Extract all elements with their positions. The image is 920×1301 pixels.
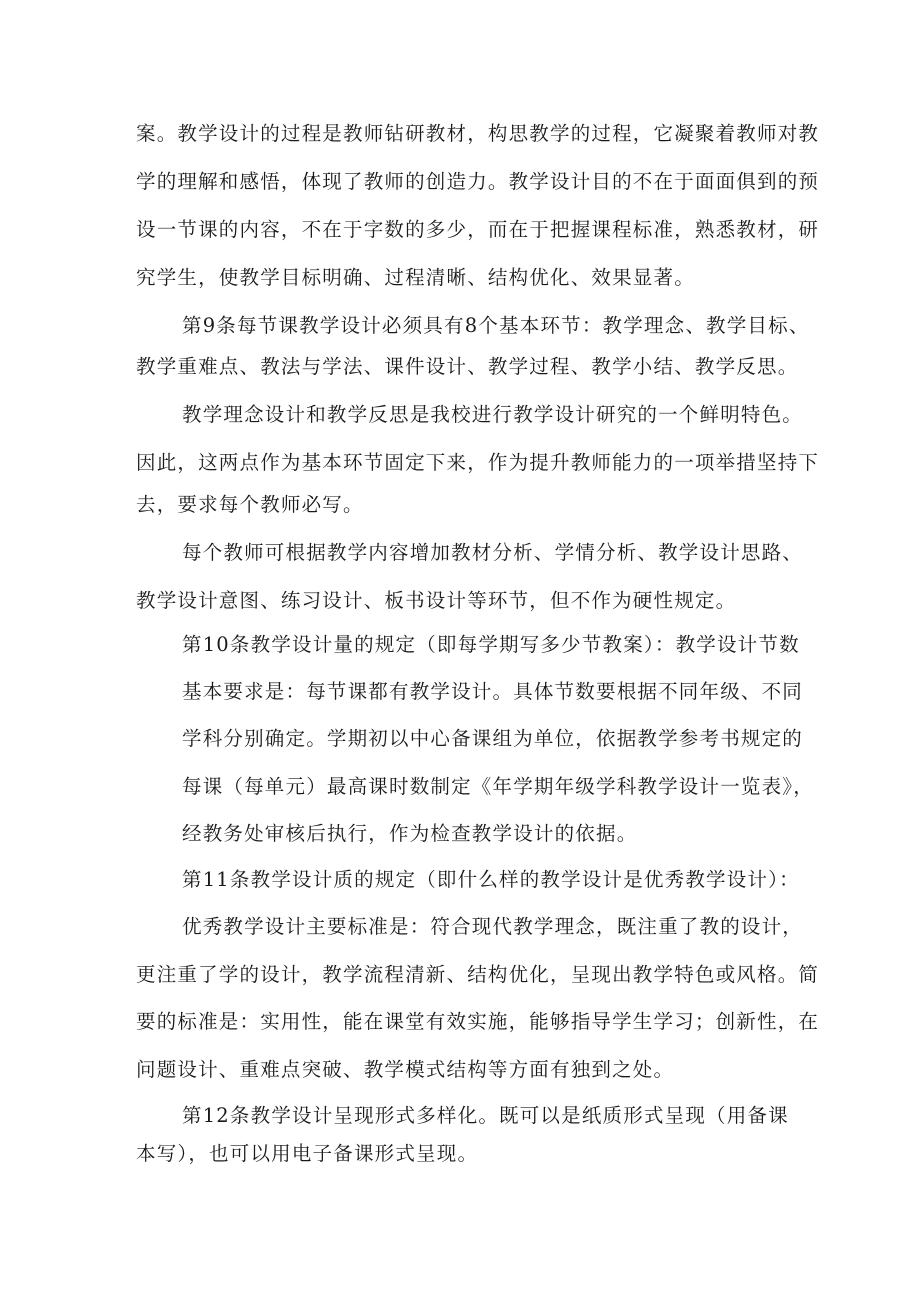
- text-line: 因此，这两点作为基本环节固定下来，作为提升教师能力的一项举措坚持下: [136, 451, 820, 474]
- text-line: 案。教学设计的过程是教师钻研教材，构思教学的过程，它凝聚着教师对教: [136, 122, 820, 145]
- text-line: 教学理念设计和教学反思是我校进行教学设计研究的一个鲜明特色。: [182, 403, 804, 426]
- text-line: 优秀教学设计主要标准是：符合现代教学理念，既注重了教的设计，: [182, 915, 804, 938]
- text-line: 每课（每单元）最高课时数制定《年学期年级学科教学设计一览表》，: [182, 775, 814, 798]
- text-line: 每个教师可根据教学内容增加教材分析、学情分析、教学设计思路、: [182, 541, 804, 564]
- text-line: 经教务处审核后执行，作为检查教学设计的依据。: [182, 822, 638, 845]
- text-line: 究学生，使教学目标明确、过程清晰、结构优化、效果显著。: [136, 266, 695, 289]
- text-line: 本写），也可以用电子备课形式呈现。: [136, 1142, 479, 1165]
- text-line: 设一节课的内容，不在于字数的多少，而在于把握课程标准，熟悉教材，研: [136, 218, 820, 241]
- text-line: 要的标准是：实用性，能在课堂有效实施，能够指导学生学习；创新性，在: [136, 1010, 820, 1033]
- text-line: 教学设计意图、练习设计、板书设计等环节，但不作为硬性规定。: [136, 589, 737, 612]
- text-line: 教学重难点、教法与学法、课件设计、教学过程、教学小结、教学反思。: [136, 355, 799, 378]
- text-line: 去，要求每个教师必写。: [136, 493, 364, 516]
- text-line: 学的理解和感悟，体现了教师的创造力。教学设计目的不在于面面俱到的预: [136, 170, 820, 193]
- text-line: 问题设计、重难点突破、教学模式结构等方面有独到之处。: [136, 1058, 675, 1081]
- article-10-line: 第10条教学设计量的规定（即每学期写多少节教案）：教学设计节数: [182, 633, 800, 656]
- article-12-line: 第12条教学设计呈现形式多样化。既可以是纸质形式呈现（用备课: [182, 1104, 789, 1127]
- article-11-line: 第11条教学设计质的规定（即什么样的教学设计是优秀教学设计）：: [182, 868, 800, 891]
- text-line: 学科分别确定。学期初以中心备课组为单位，依据教学参考书规定的: [182, 727, 804, 750]
- text-line: 更注重了学的设计，教学流程清新、结构优化，呈现出教学特色或风格。简: [136, 963, 820, 986]
- article-9-line: 第9条每节课教学设计必须具有8个基本环节：教学理念、教学目标、: [182, 314, 810, 337]
- text-line: 基本要求是：每节课都有教学设计。具体节数要根据不同年级、不同: [182, 680, 804, 703]
